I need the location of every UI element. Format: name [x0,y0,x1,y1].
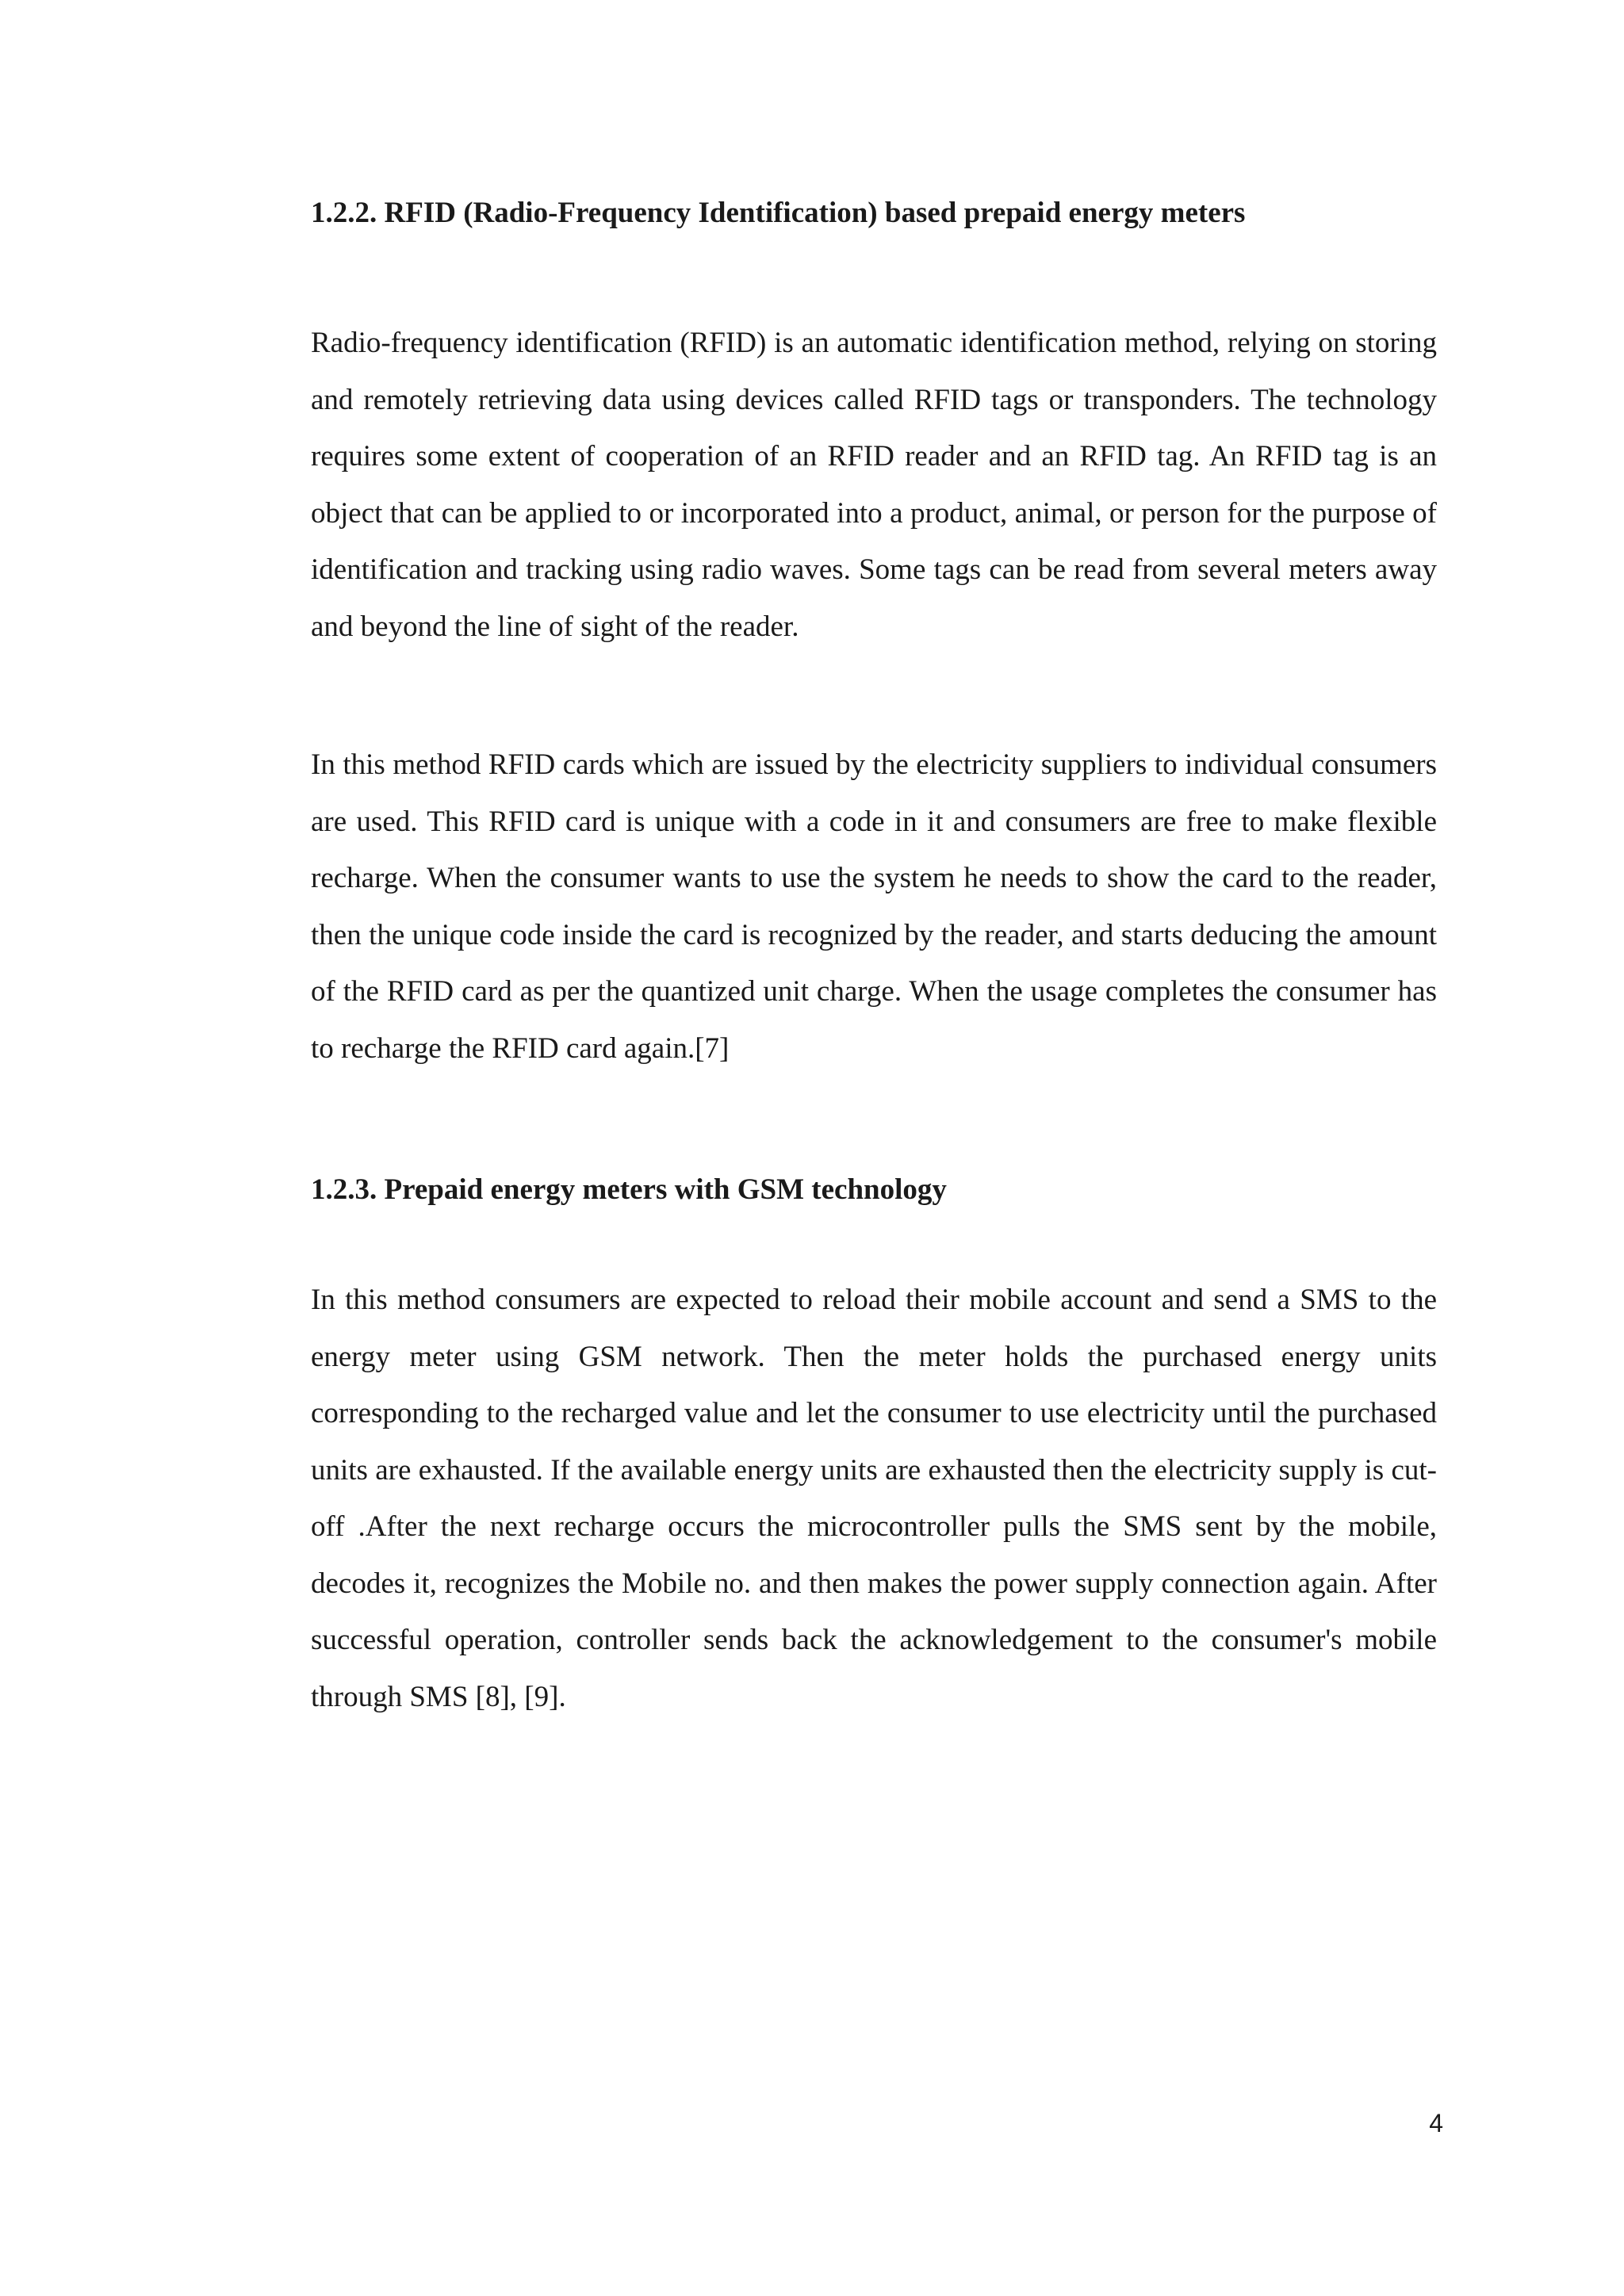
section-heading-gsm: 1.2.3. Prepaid energy meters with GSM technology [311,1173,947,1206]
section-heading-rfid: 1.2.2. RFID (Radio-Frequency Identification) based prepaid energy meters [311,197,1246,229]
paragraph-rfid-method: In this method RFID cards which are issued by the electricity suppliers to individual consumers are used. This RFID card is unique with a code in it and consumers are free to make flexible recharge. When the consumer wants to use the system he needs to show the card to the reader, then the unique code inside the card is recognized by the reader, and starts deducing the amount of the RFID card as per the quantized unit charge. When the usage completes the consumer has to recharge the RFID card again.[7] [311,748,1437,1065]
page-number: 4 [1429,2109,1443,2137]
paragraph-rfid-definition: Radio-frequency identification (RFID) is an automatic identification method, relying on storing and remotely retrieving data using devices called RFID tags or transponders. The technology requires some extent of cooperation of an RFID reader and an RFID tag. An RFID tag is an object that can be applied to or incorporated into a product, animal, or person for the purpose of identification and tracking using radio waves. Some tags can be read from several meters away and beyond the line of sight of the reader. [311,327,1437,643]
paragraph-gsm-method: In this method consumers are expected to reload their mobile account and send a SMS to the energy meter using GSM network. Then the meter holds the purchased energy units corresponding to the recharged value and let the consumer to use electricity until the purchased units are exhausted. If the available energy units are exhausted then the electricity supply is cut-off .After the next recharge occurs the microcontroller pulls the SMS sent by the mobile, decodes it, recognizes the Mobile no. and then makes the power supply connection again. After successful operation, controller sends back the acknowledgement to the consumer's mobile through SMS [8], [9]. [311,1284,1437,1713]
